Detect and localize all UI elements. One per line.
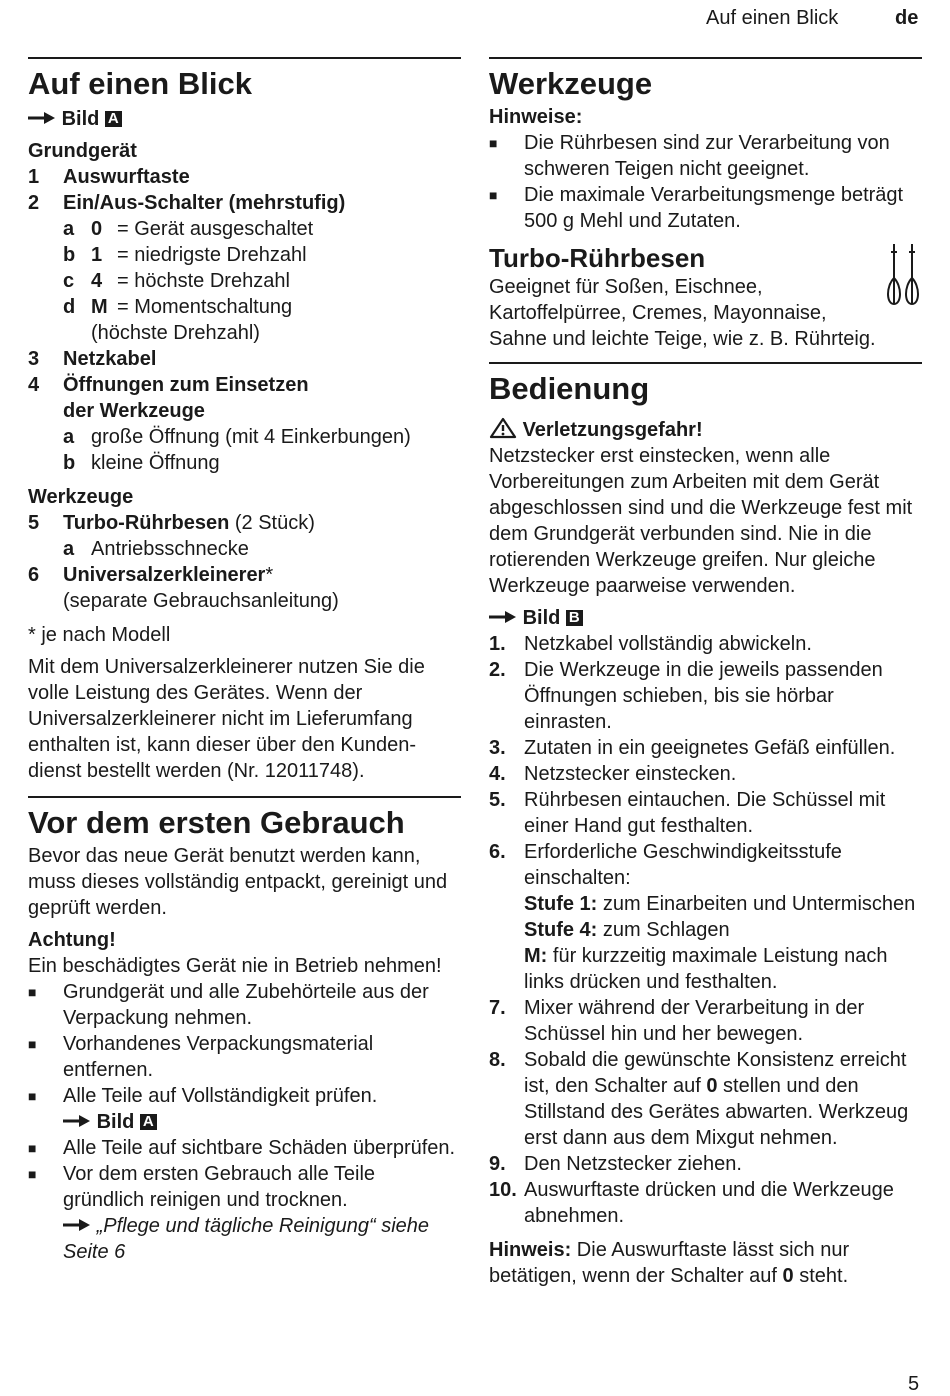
subitem-text: = niedrigste Drehzahl	[117, 244, 307, 266]
subitem-letter: c	[63, 270, 75, 292]
step-text: Die Werkzeuge in die jeweils passenden Öffnungen schieben, bis sie hörbar einrasten.	[524, 659, 883, 733]
running-header-language: de	[895, 7, 919, 29]
switch-key: 1	[91, 244, 103, 266]
warning-triangle-icon	[489, 419, 517, 441]
item-number: 1	[28, 166, 40, 188]
step-number: 1.	[489, 633, 506, 655]
step-text: Erforderliche Geschwindigkeitsstufe einschalten:	[524, 841, 842, 889]
right-column	[489, 57, 922, 1289]
step-item	[489, 995, 922, 1047]
bullet-item	[489, 182, 922, 234]
warning-text: Netzstecker erst einstecken, wenn alle Vorbereitungen zum Arbeiten mit dem Gerät abgeschlossen sind und die Werkzeuge fest mit dem Grundgerät verbunden sind. Nie in die rotierenden Werkzeuge greifen. Nur gleiche Werkzeuge paarweise verwenden.	[489, 445, 913, 597]
subitem-text: große Öffnung (mit 4 Einkerbungen)	[91, 426, 411, 448]
figure-letter-box: A	[140, 1114, 157, 1130]
cross-reference: „Pflege und tägliche Reinigung“ siehe Seite 6	[63, 1215, 430, 1263]
warning-title: Verletzungsgefahr!	[522, 419, 703, 441]
step-number: 9.	[489, 1153, 506, 1175]
arrow-right-icon	[63, 1109, 91, 1135]
subitem-letter: b	[63, 452, 76, 474]
step-number: 10.	[489, 1179, 517, 1201]
bullet-item	[28, 1083, 461, 1135]
arrow-right-icon	[28, 106, 56, 132]
running-header-title: Auf einen Blick	[706, 7, 839, 29]
step-item	[489, 787, 922, 839]
step-text: Zutaten in ein geeignetes Gefäß einfüllen.	[524, 737, 896, 759]
figure-label: Bild	[61, 108, 100, 130]
step-text: Auswurftaste drücken und die Werkzeuge abnehmen.	[524, 1179, 894, 1227]
step-item	[489, 839, 922, 995]
arrow-right-icon	[489, 605, 517, 631]
item-text: Netzkabel	[63, 348, 157, 370]
turbo-line: Sahne und leichte Teige, wie z. B. Rührteig.	[489, 328, 876, 350]
item-text: Öffnungen zum Einsetzen	[63, 374, 309, 396]
item-number: 3	[28, 348, 40, 370]
step-item	[489, 1047, 922, 1151]
caution-heading: Achtung!	[28, 929, 116, 951]
step-text: Rührbesen eintauchen. Die Schüssel mit einer Hand gut festhalten.	[524, 789, 886, 837]
item-number: 4	[28, 374, 40, 396]
turbo-section	[489, 242, 922, 352]
section-rule	[489, 57, 922, 59]
footnote-marker: *	[265, 564, 274, 586]
subitem-letter: a	[63, 218, 75, 240]
hint	[489, 1237, 922, 1289]
switch-key: 4	[91, 270, 103, 292]
whisk-pair-icon	[884, 242, 922, 313]
list-item	[28, 562, 461, 588]
heading-turbo: Turbo-Rührbesen	[489, 243, 706, 273]
step-item	[489, 1177, 922, 1229]
list-subitem	[28, 424, 461, 450]
step-number: 2.	[489, 659, 506, 681]
turbo-line: Kartoffelpürree, Cremes, Mayonnaise,	[489, 302, 827, 324]
turbo-line: Geeignet für Soßen, Eischnee,	[489, 276, 763, 298]
bullet-text: Die Rührbesen sind zur Verarbeitung von schweren Teigen nicht geeignet.	[524, 132, 890, 180]
switch-position-item	[63, 242, 461, 268]
step-text: stellen und den Stillstand des Gerätes abwarten. Werkzeug erst dann aus dem Mixgut nehmen.	[524, 1075, 909, 1149]
hint-text: Die Auswurftaste lässt sich nur betätigen, wenn der Schalter auf	[489, 1239, 850, 1287]
figure-letter-box: B	[566, 610, 583, 626]
bullet-text: Alle Teile auf sichtbare Schäden überprüfen.	[63, 1137, 456, 1159]
bullet-square-icon: ■	[489, 187, 498, 203]
step-number: 7.	[489, 997, 506, 1019]
figure-letter-box: A	[105, 111, 122, 127]
subitem-letter: b	[63, 244, 76, 266]
subitem-letter: d	[63, 296, 76, 318]
bullet-text: Die maximale Verarbeitungsmenge beträgt 500 g Mehl und Zutaten.	[524, 184, 904, 232]
step-item	[489, 735, 922, 761]
arrow-right-icon	[63, 1213, 91, 1239]
heading-first-use: Vor dem ersten Gebrauch	[28, 805, 405, 840]
bullet-square-icon: ■	[28, 1088, 37, 1104]
item-text: Auswurftaste	[63, 166, 190, 188]
bullet-text: Vorhandenes Verpackungsmaterial entfernen.	[63, 1033, 374, 1081]
hint-label: Hinweis:	[489, 1239, 572, 1261]
list-item	[28, 164, 461, 190]
step-number: 3.	[489, 737, 506, 759]
bullet-item	[28, 1031, 461, 1083]
paragraph: Bevor das neue Gerät benutzt werden kann, muss dieses vollständig entpackt, gereinigt und geprüft werden.	[28, 845, 448, 919]
bullet-square-icon: ■	[28, 1036, 37, 1052]
item-text: Universalzerkleinerer	[63, 564, 266, 586]
bullet-square-icon: ■	[489, 135, 498, 151]
switch-position: 0	[782, 1265, 794, 1287]
bullet-item	[28, 1135, 461, 1161]
step-number: 8.	[489, 1049, 506, 1071]
page-number: 5	[908, 1373, 920, 1395]
bullet-text: Vor dem ersten Gebrauch alle Teile gründlich reinigen und trocknen.	[63, 1163, 376, 1211]
speed-text: zum Schlagen	[597, 919, 730, 941]
switch-key: 0	[91, 218, 103, 240]
bullet-item	[489, 130, 922, 182]
step-text: Mixer während der Verarbeitung in der Schüssel hin und her bewegen.	[524, 997, 865, 1045]
section-rule	[28, 57, 461, 59]
group-heading: Grundgerät	[28, 140, 137, 162]
group-heading: Werkzeuge	[28, 486, 134, 508]
switch-position-item	[63, 268, 461, 294]
heading-overview: Auf einen Blick	[28, 66, 252, 101]
warning-heading	[489, 417, 922, 443]
step-item	[489, 1151, 922, 1177]
subitem-text: Antriebsschnecke	[91, 538, 249, 560]
switch-position-item	[63, 294, 461, 320]
switch-key: M	[91, 296, 108, 318]
notes-heading: Hinweise:	[489, 106, 583, 128]
step-number: 6.	[489, 841, 506, 863]
item-note: (separate Gebrauchsanleitung)	[63, 590, 339, 612]
list-item	[28, 588, 461, 614]
list-item	[28, 346, 461, 372]
bullet-item	[28, 979, 461, 1031]
item-number: 6	[28, 564, 40, 586]
figure-reference	[63, 1111, 157, 1133]
switch-position: 0	[706, 1075, 718, 1097]
list-item	[28, 398, 461, 424]
section-rule	[28, 796, 461, 798]
item-number: 5	[28, 512, 40, 534]
step-number: 4.	[489, 763, 506, 785]
speed-label: Stufe 4:	[524, 919, 598, 941]
bullet-square-icon: ■	[28, 1140, 37, 1156]
switch-positions	[28, 216, 461, 320]
heading-operation: Bedienung	[489, 371, 650, 406]
step-item	[489, 657, 922, 735]
bullet-item	[28, 1161, 461, 1265]
list-subitem	[28, 450, 461, 476]
subitem-text: kleine Öffnung	[91, 452, 220, 474]
step-item	[489, 631, 922, 657]
speed-text: für kurzzeitig maximale Leistung nach links drücken und festhalten.	[524, 945, 888, 993]
item-text: der Werkzeuge	[63, 400, 205, 422]
subitem-letter: a	[63, 538, 75, 560]
list-subitem	[28, 536, 461, 562]
left-column	[28, 57, 461, 1265]
paragraph: Mit dem Universalzerkleinerer nutzen Sie die volle Leistung des Gerätes. Wenn der Universalzerkleinerer nicht im Lieferumfang enthalten ist, kann dieser über den Kundendienst bestellt werden (Nr. 12011748).	[28, 656, 425, 782]
bullet-text: Grundgerät und alle Zubehörteile aus der Verpackung nehmen.	[63, 981, 429, 1029]
figure-reference	[489, 605, 922, 631]
item-text: Ein/Aus-Schalter (mehrstufig)	[63, 192, 346, 214]
subitem-text: = Momentschaltung	[117, 296, 293, 318]
list-item	[28, 190, 461, 216]
heading-tools: Werkzeuge	[489, 66, 653, 101]
subitem-text: = höchste Drehzahl	[117, 270, 290, 292]
step-text: Netzkabel vollständig abwickeln.	[524, 633, 812, 655]
subitem-letter: a	[63, 426, 75, 448]
footnote: * je nach Modell	[28, 624, 171, 646]
item-number: 2	[28, 192, 40, 214]
step-number: 5.	[489, 789, 506, 811]
item-note: (2 Stück)	[229, 512, 315, 534]
step-text: Sobald die gewünschte Konsistenz erreicht ist, den Schalter auf	[524, 1049, 907, 1097]
figure-reference	[28, 106, 461, 132]
speed-label: M:	[524, 945, 548, 967]
step-text: Netzstecker einstecken.	[524, 763, 737, 785]
item-text: Turbo-Rührbesen	[63, 512, 230, 534]
subitem-text: = Gerät ausgeschaltet	[117, 218, 314, 240]
figure-label: Bild	[96, 1111, 135, 1133]
bullet-text: Alle Teile auf Vollständigkeit prüfen.	[63, 1085, 378, 1107]
speed-text: zum Einarbeiten und Untermischen	[597, 893, 916, 915]
step-item	[489, 761, 922, 787]
speed-label: Stufe 1:	[524, 893, 598, 915]
switch-position-item	[63, 216, 461, 242]
item-text: (höchste Drehzahl)	[91, 322, 260, 344]
figure-label: Bild	[522, 607, 561, 629]
hint-text: steht.	[793, 1265, 849, 1287]
bullet-square-icon: ■	[28, 1166, 37, 1182]
caution-text: Ein beschädigtes Gerät nie in Betrieb nehmen!	[28, 955, 442, 977]
section-rule	[489, 362, 922, 364]
bullet-square-icon: ■	[28, 984, 37, 1000]
list-item	[28, 320, 461, 346]
step-text: Den Netzstecker ziehen.	[524, 1153, 742, 1175]
list-item	[28, 372, 461, 398]
list-item	[28, 510, 461, 536]
